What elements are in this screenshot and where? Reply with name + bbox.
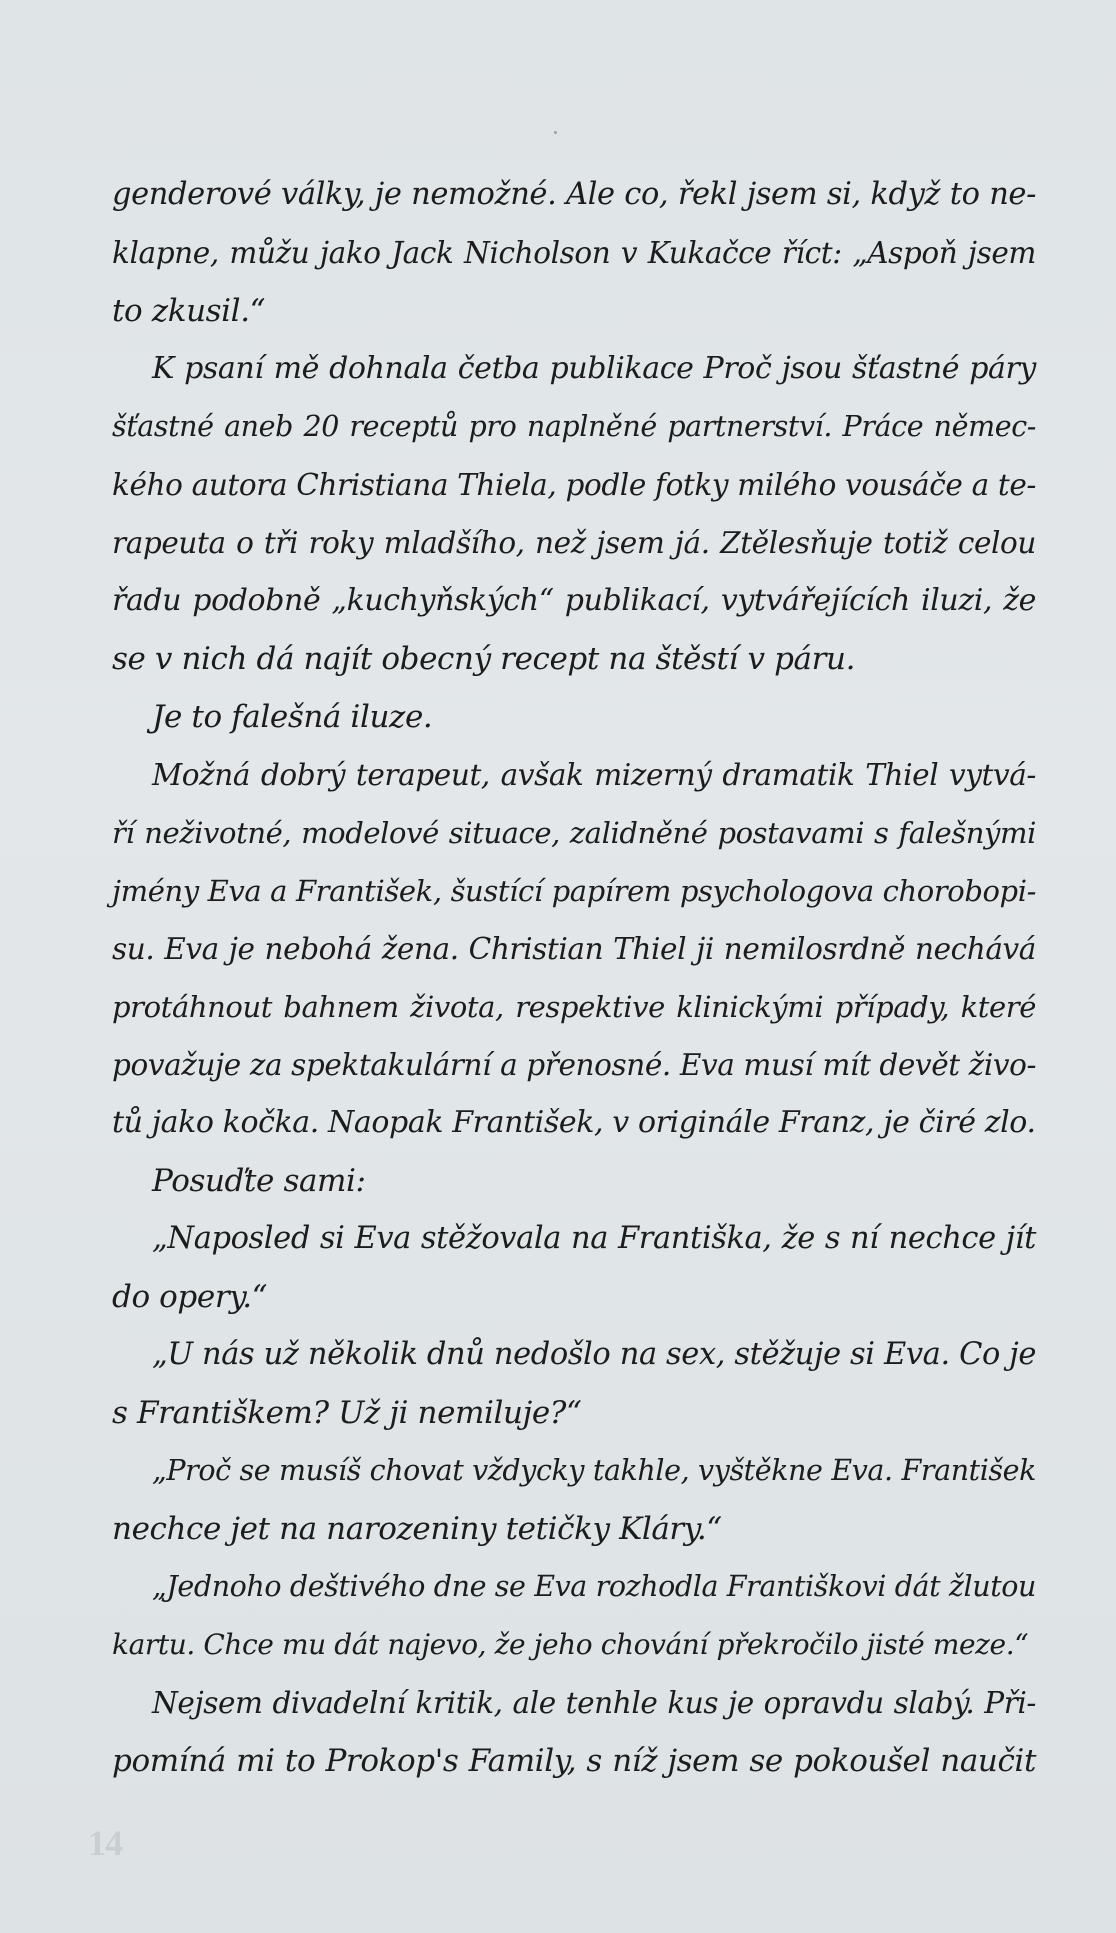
text-line: nechce jet na narozeniny tetičky Kláry.“ — [112, 1511, 722, 1547]
text-line: su. Eva je nebohá žena. Christian Thiel ji nemilosrdně nechává — [112, 932, 1036, 966]
page-number: 14 — [88, 1823, 122, 1863]
text-line: ří neživotné, modelové situace, zalidněné postavami s falešnými — [112, 816, 1036, 850]
paper-speck — [554, 131, 557, 134]
text-line: považuje za spektakulární a přenosné. Eva musí mít devět živo- — [112, 1048, 1037, 1082]
text-line: do opery.“ — [112, 1279, 268, 1315]
text-line: jmény Eva a František, šustící papírem psychologova chorobopi- — [112, 874, 1036, 908]
text-line: Nejsem divadelní kritik, ale tenhle kus je opravdu slabý. Při- — [152, 1686, 1036, 1720]
text-line: kého autora Christiana Thiela, podle fotky milého vousáče a te- — [112, 468, 1036, 502]
text-line: Posuďte sami: — [152, 1163, 366, 1199]
text-line: se v nich dá najít obecný recept na štěstí v páru. — [112, 641, 856, 677]
text-line: s Františkem? Už ji nemiluje?“ — [112, 1395, 582, 1431]
text-line: Možná dobrý terapeut, avšak mizerný dramatik Thiel vytvá- — [152, 758, 1036, 792]
text-line: řadu podobně „kuchyňských“ publikací, vytvářejících iluzi, že — [112, 583, 1036, 618]
text-line: pomíná mi to Prokop's Family, s níž jsem se pokoušel naučit — [112, 1743, 1036, 1779]
text-line: Je to falešná iluze. — [152, 699, 433, 735]
text-line: to zkusil.“ — [112, 293, 266, 329]
text-line: tů jako kočka. Naopak František, v originále Franz, je čiré zlo. — [112, 1105, 1036, 1140]
text-line: „Proč se musíš chovat vždycky takhle, vyštěkne Eva. František — [152, 1454, 1036, 1487]
text-line: „U nás už několik dnů nedošlo na sex, stěžuje si Eva. Co je — [152, 1337, 1036, 1372]
text-line: šťastné aneb 20 receptů pro naplněné partnerství. Práce němec- — [112, 410, 1036, 443]
text-line: kartu. Chce mu dát najevo, že jeho chování překročilo jisté meze.“ — [112, 1628, 1029, 1661]
text-line: „Naposled si Eva stěžovala na Františka, že s ní nechce jít — [152, 1221, 1036, 1256]
body-text — [112, 166, 1036, 1790]
text-line: protáhnout bahnem života, respektive klinickými případy, které — [112, 990, 1036, 1024]
text-line: genderové války, je nemožné. Ale co, řekl jsem si, když to ne- — [112, 177, 1036, 212]
text-line: K psaní mě dohnala četba publikace Proč jsou šťastné páry — [152, 351, 1036, 386]
text-line: klapne, můžu jako Jack Nicholson v Kukačce říct: „Aspoň jsem — [112, 236, 1036, 270]
text-line: rapeuta o tři roky mladšího, než jsem já. Ztělesňuje totiž celou — [112, 526, 1036, 560]
text-line: „Jednoho deštivého dne se Eva rozhodla Františkovi dát žlutou — [152, 1570, 1036, 1603]
